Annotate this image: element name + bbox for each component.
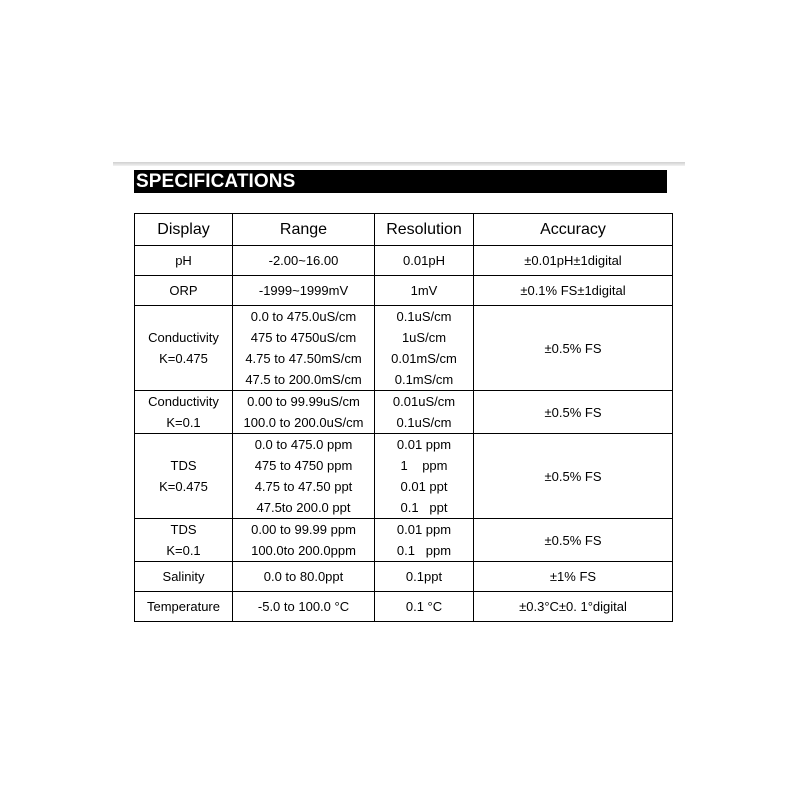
resolution-line: 0.1mS/cm [394,372,454,387]
resolution-line: 1 ppm [400,458,448,473]
resolution-cell [375,434,474,519]
accuracy-value: ±0.5% FS [544,532,602,548]
resolution-cell [375,519,474,562]
accuracy-cell [474,592,673,622]
header-display: Display [135,214,233,246]
display-line: K=0.475 [159,479,208,494]
accuracy-cell [474,519,673,562]
resolution-line: 0.1 ppt [400,500,448,515]
display-cell [135,562,233,592]
table-row [135,434,673,519]
accuracy-cell [474,306,673,391]
resolution-line: 0.1uS/cm [396,415,452,430]
resolution-line: 0.01 ppt [400,479,448,494]
accuracy-cell [474,562,673,592]
accuracy-cell [474,391,673,434]
display-cell [135,246,233,276]
range-line: 0.00 to 99.99uS/cm [247,394,360,409]
display-cell [135,519,233,562]
display-cell [135,391,233,434]
range-cell [233,562,375,592]
range-line: 0.0 to 475.0uS/cm [250,309,357,324]
range-cell [233,276,375,306]
resolution-line: 1uS/cm [401,330,447,345]
resolution-cell [375,391,474,434]
range-line: 47.5to 200.0 ppt [256,500,351,515]
range-line: -1999~1999mV [258,283,349,298]
accuracy-value: ±0.1% FS±1digital [520,283,626,298]
accuracy-value: ±0.5% FS [544,404,602,420]
range-cell [233,306,375,391]
resolution-cell [375,592,474,622]
table-row [135,519,673,562]
accuracy-cell [474,434,673,519]
resolution-line: 0.1uS/cm [396,309,452,324]
display-line: TDS [170,522,197,537]
display-line: pH [175,253,192,268]
accuracy-value: ±0.5% FS [544,340,602,356]
resolution-cell [375,306,474,391]
resolution-line: 1mV [410,283,438,298]
range-line: 0.0 to 80.0ppt [263,569,344,584]
display-line: Salinity [162,569,205,584]
table-row [135,562,673,592]
range-line: 4.75 to 47.50mS/cm [245,351,362,366]
accuracy-value: ±0.3°C±0. 1°digital [519,599,627,614]
display-line: K=0.1 [166,543,201,558]
specifications-table [134,213,673,622]
display-line: K=0.475 [159,351,208,366]
resolution-line: 0.01pH [403,253,445,268]
header-accuracy: Accuracy [474,214,673,246]
resolution-line: 0.01 ppm [396,522,452,537]
range-cell [233,519,375,562]
display-cell [135,276,233,306]
range-cell [233,592,375,622]
range-cell [233,246,375,276]
resolution-line: 0.01mS/cm [391,351,457,366]
display-cell [135,592,233,622]
resolution-cell [375,562,474,592]
display-cell [135,306,233,391]
accuracy-value: ±1% FS [549,569,597,584]
table-row [135,391,673,434]
range-line: 475 to 4750 ppm [254,458,353,473]
resolution-line: 0.01 ppm [396,437,452,452]
range-cell [233,391,375,434]
display-line: ORP [169,283,198,298]
range-line: -2.00~16.00 [268,253,339,268]
accuracy-cell [474,276,673,306]
range-cell [233,434,375,519]
range-line: 0.0 to 475.0 ppm [254,437,353,452]
resolution-line: 0.1 °C [405,599,443,614]
resolution-cell [375,246,474,276]
display-line: TDS [170,458,197,473]
range-line: -5.0 to 100.0 °C [257,599,350,614]
range-line: 47.5 to 200.0mS/cm [245,372,362,387]
header-resolution: Resolution [375,214,474,246]
display-line: Temperature [147,599,220,614]
accuracy-value: ±0.5% FS [544,468,602,484]
display-line: K=0.1 [166,415,201,430]
accuracy-cell [474,246,673,276]
top-rule [113,162,685,166]
range-line: 100.0 to 200.0uS/cm [243,415,364,430]
table-row [135,276,673,306]
resolution-line: 0.1ppt [405,569,443,584]
display-line: Conductivity [148,330,219,345]
range-line: 475 to 4750uS/cm [250,330,357,345]
range-line: 100.0to 200.0ppm [251,543,356,558]
range-line: 0.00 to 99.99 ppm [251,522,356,537]
section-heading: SPECIFICATIONS [134,170,667,193]
range-line: 4.75 to 47.50 ppt [254,479,353,494]
resolution-cell [375,276,474,306]
resolution-line: 0.01uS/cm [392,394,456,409]
accuracy-value: ±0.01pH±1digital [524,253,622,268]
table-row [135,306,673,391]
header-range: Range [233,214,375,246]
table-header-row [135,214,673,246]
table-row [135,246,673,276]
resolution-line: 0.1 ppm [396,543,452,558]
display-cell [135,434,233,519]
table-row [135,592,673,622]
table-body [135,246,673,622]
display-line: Conductivity [148,394,219,409]
